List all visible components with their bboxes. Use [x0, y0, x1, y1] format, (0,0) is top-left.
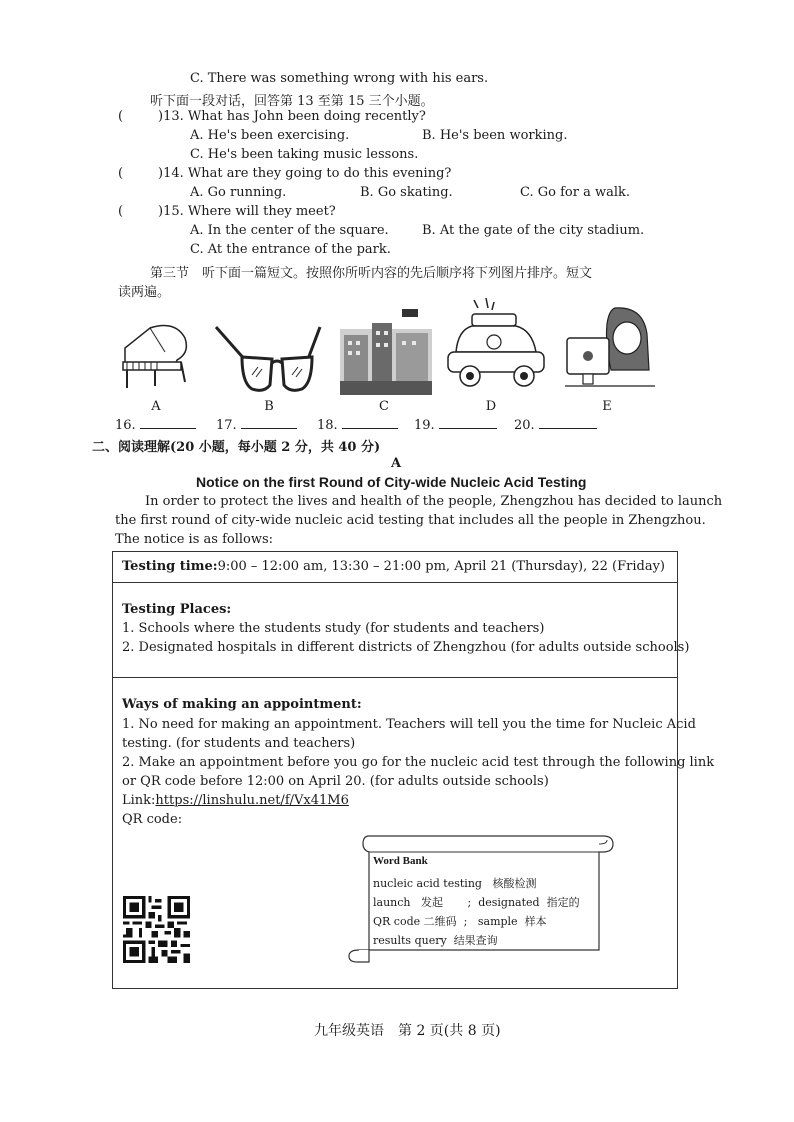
- testing-time: [122, 559, 665, 574]
- q14-number: )14.: [158, 166, 184, 181]
- qr-code-icon[interactable]: [123, 896, 190, 963]
- notice-title: Notice on the first Round of City-wide Nucleic Acid Testing: [196, 474, 587, 490]
- car-icon: [442, 296, 546, 394]
- way-1-line-1: 1. No need for making an appointment. Teachers will tell you the time for Nucleic Acid: [122, 717, 696, 732]
- buildings-icon: [340, 305, 432, 395]
- word-bank-row-3: [373, 913, 547, 929]
- answer-20[interactable]: [514, 418, 597, 433]
- picture-label-c: C: [379, 399, 389, 414]
- wb-designated-en: designated: [478, 896, 540, 909]
- intro-line-1: In order to protect the lives and health of the people, Zhengzhou has decided to launch: [145, 494, 723, 509]
- picture-label-d: D: [485, 399, 497, 414]
- wb-sample-en: sample: [477, 915, 518, 928]
- wb-designated-cn: 指定的: [546, 896, 580, 909]
- answer-16-label: 16.: [115, 418, 136, 433]
- prev-option-c: C. There was something wrong with his ears.: [190, 71, 489, 86]
- wb-results-cn: 结果查询: [453, 934, 498, 947]
- glasses-icon: [212, 323, 324, 395]
- dialogue-instruction: 听下面一段对话，回答第 13 至第 15 三个小题。: [150, 94, 434, 109]
- answer-18-label: 18.: [317, 418, 338, 433]
- q15-option-a: A. In the center of the square.: [190, 223, 389, 238]
- ways-label: Ways of making an appointment:: [122, 697, 362, 712]
- answer-17[interactable]: [216, 418, 297, 433]
- q15-number: )15.: [158, 204, 184, 219]
- answer-19-label: 19.: [414, 418, 435, 433]
- section3-instruction: 第三节 听下面一篇短文。按照你所听内容的先后顺序将下列图片排序。短文: [150, 266, 593, 281]
- answer-19[interactable]: [414, 418, 497, 433]
- link-label: Link:: [122, 793, 156, 808]
- q13-option-c: C. He's been taking music lessons.: [190, 147, 419, 162]
- testing-time-value: 9:00 – 12:00 am, 13:30 – 21:00 pm, April 21 (Thursday), 22 (Friday): [217, 559, 665, 574]
- wb-qrcode-cn: 二维码: [423, 915, 457, 928]
- q14-question: What are they going to do this evening?: [187, 166, 452, 181]
- testing-place-2: 2. Designated hospitals in different districts of Zhengzhou (for adults outside schools): [122, 640, 690, 655]
- wb-qrcode-en: QR code: [373, 915, 421, 928]
- word-bank-row-2: [373, 894, 580, 910]
- answer-16[interactable]: [115, 418, 196, 433]
- q14-option-a: A. Go running.: [190, 185, 287, 200]
- q14-text: [158, 166, 451, 181]
- wb-sep-1: ;: [467, 896, 472, 909]
- page-footer: 九年级英语 第 2 页(共 8 页): [314, 1023, 501, 1039]
- piano-icon: [115, 318, 195, 394]
- way-2-line-2: or QR code before 12:00 on April 20. (for adults outside schools): [122, 774, 549, 789]
- divider-1: [112, 582, 678, 583]
- wb-nucleic-en: nucleic acid testing: [373, 877, 482, 890]
- word-bank-row-4: [373, 932, 498, 948]
- link-line: [122, 793, 349, 808]
- qr-code-label: QR code:: [122, 812, 183, 827]
- wb-nucleic-cn: 核酸检测: [492, 877, 537, 890]
- q13-question: What has John been doing recently?: [187, 109, 426, 124]
- reading-heading: 二、阅读理解(20 小题，每小题 2 分，共 40 分): [92, 440, 381, 455]
- q14-option-b: B. Go skating.: [360, 185, 453, 200]
- q15-option-c: C. At the entrance of the park.: [190, 242, 391, 257]
- picture-label-a: A: [151, 399, 161, 414]
- intro-line-2: the first round of city-wide nucleic acid testing that includes all the people in Zhengzhou.: [115, 513, 706, 528]
- computer-girl-icon: [565, 304, 655, 392]
- q14-bracket[interactable]: (: [118, 166, 124, 181]
- intro-line-3: The notice is as follows:: [115, 532, 274, 547]
- wb-launch-en: launch: [373, 896, 411, 909]
- q13-text: [158, 109, 426, 124]
- q13-bracket[interactable]: (: [118, 109, 124, 124]
- wb-results-en: results query: [373, 934, 447, 947]
- q13-option-a: A. He's been exercising.: [190, 128, 350, 143]
- divider-2: [112, 677, 678, 678]
- picture-label-e: E: [602, 399, 612, 414]
- wb-sep-2: ;: [463, 915, 468, 928]
- word-bank: [345, 830, 617, 964]
- testing-places-label: Testing Places:: [122, 602, 232, 617]
- answer-20-label: 20.: [514, 418, 535, 433]
- appointment-link[interactable]: https://linshulu.net/f/Vx41M6: [155, 793, 349, 808]
- answer-18[interactable]: [317, 418, 398, 433]
- q15-option-b: B. At the gate of the city stadium.: [422, 223, 645, 238]
- word-bank-title: Word Bank: [373, 855, 428, 867]
- answer-17-label: 17.: [216, 418, 237, 433]
- way-1-line-2: testing. (for students and teachers): [122, 736, 356, 751]
- testing-time-label: Testing time:: [122, 559, 218, 574]
- q15-question: Where will they meet?: [187, 204, 336, 219]
- picture-label-b: B: [264, 399, 274, 414]
- q15-bracket[interactable]: (: [118, 204, 124, 219]
- passage-letter: A: [391, 456, 402, 471]
- word-bank-row-1: [373, 875, 536, 891]
- q14-option-c: C. Go for a walk.: [520, 185, 631, 200]
- wb-sample-cn: 样本: [524, 915, 547, 928]
- section3-instruction-cont: 读两遍。: [118, 285, 171, 300]
- wb-launch-cn: 发起: [421, 896, 443, 909]
- way-2-line-1: 2. Make an appointment before you go for the nucleic acid test through the following link: [122, 755, 715, 770]
- testing-place-1: 1. Schools where the students study (for students and teachers): [122, 621, 545, 636]
- q13-option-b: B. He's been working.: [422, 128, 568, 143]
- q13-number: )13.: [158, 109, 184, 124]
- q15-text: [158, 204, 336, 219]
